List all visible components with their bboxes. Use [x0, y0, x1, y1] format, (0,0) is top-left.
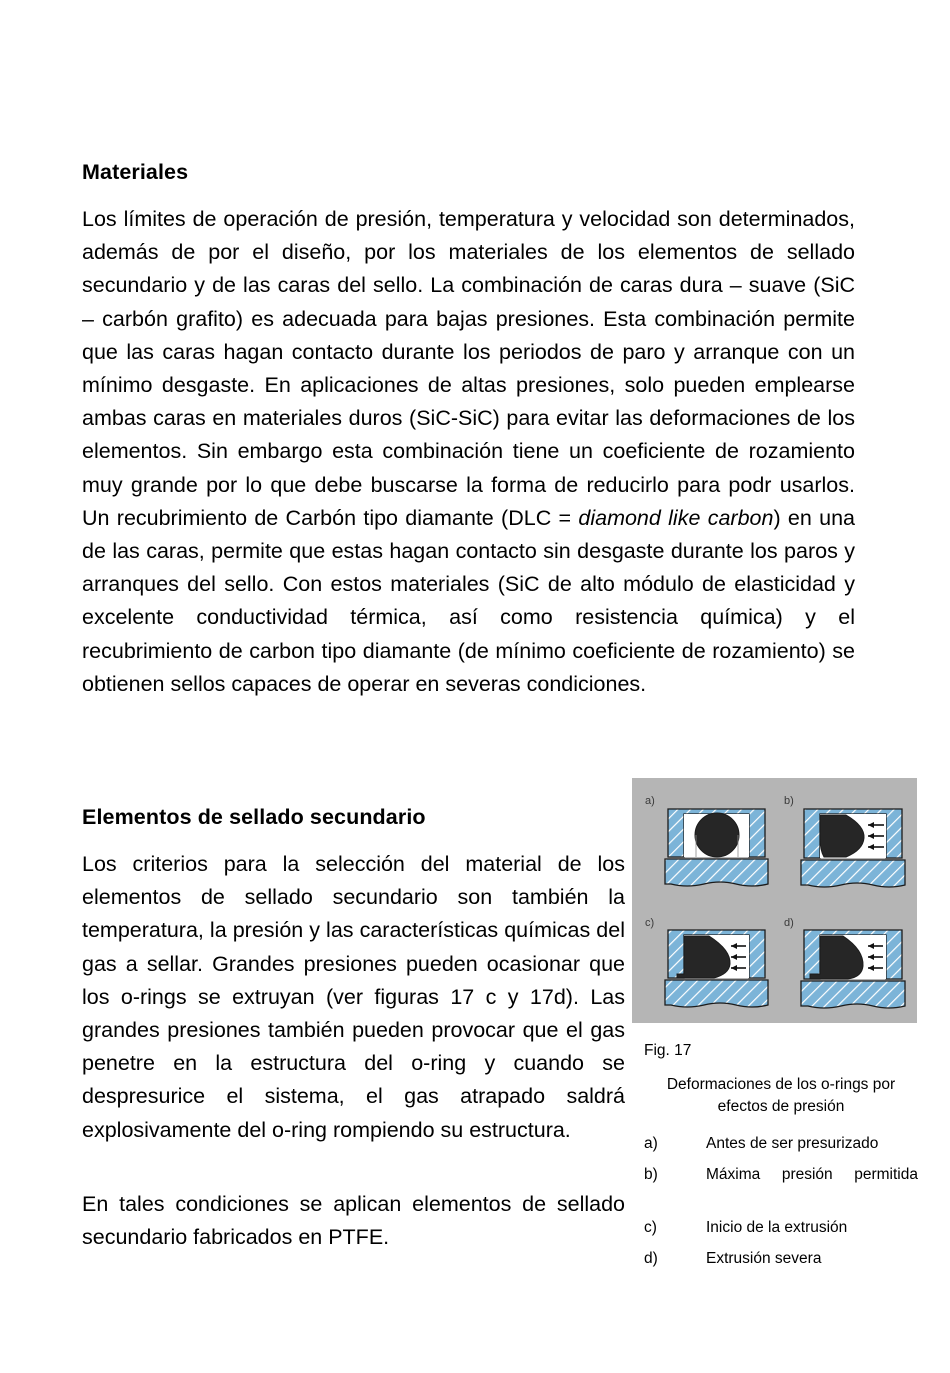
panel-a-label: a)	[645, 795, 655, 807]
panel-b-label: b)	[784, 795, 794, 807]
legend-value-b: Máxima presión permitida	[706, 1166, 918, 1183]
paragraph-materiales-part2: ) en una de las caras, permite que estas hagan contacto sin desgaste durante los paros y arranques del sello. Con estos materiales (SiC de alto módulo de elasticidad y excelente conductividad térmica, así como resistencia química) y el recubrimiento de carbon tipo diamante (de mínimo coeficiente de rozamiento) se obtienen sellos capaces de operar en severas condiciones.	[82, 505, 855, 696]
legend-key-b: b)	[644, 1166, 658, 1183]
paragraph-materiales-italic: diamond like carbon	[578, 505, 774, 530]
figure-17	[632, 778, 917, 1023]
oring-deformation-diagram	[632, 778, 917, 1023]
legend-key-d: d)	[644, 1250, 658, 1267]
legend-item-b	[644, 1164, 918, 1208]
legend-value-d: Extrusión severa	[706, 1250, 822, 1267]
panel-c-lower-housing	[665, 980, 768, 1007]
legend-key-c: c)	[644, 1219, 657, 1236]
legend-item-a	[644, 1133, 918, 1155]
legend-value-c: Inicio de la extrusión	[706, 1219, 848, 1236]
legend-item-d	[644, 1248, 918, 1270]
figure-title: Deformaciones de los o-rings por efectos de presión	[666, 1076, 896, 1115]
figure-number: Fig. 17	[644, 1042, 692, 1059]
panel-d-label: d)	[784, 917, 794, 929]
paragraph-sellado-secundario-2: En tales condiciones se aplican elementos de sellado secundario fabricados en PTFE.	[82, 1192, 625, 1250]
panel-c-label: c)	[645, 917, 655, 929]
panel-d-lower-housing	[801, 981, 905, 1008]
section-heading-elementos-sellado-secundario: Elementos de sellado secundario	[82, 805, 426, 829]
legend-key-a: a)	[644, 1135, 658, 1152]
panel-a-oring	[695, 813, 739, 857]
paragraph-sellado-secundario-1: Los criterios para la selección del material de los elementos de sellado secundario son también la temperatura, la presión y las características químicas del gas a sellar. Grandes presiones pueden ocasionar que los o-rings se extruyan (ver figuras 17 c y 17d). Las grandes presiones también pueden provocar que el gas penetre en la estructura del o-ring y cuando se despresurice el sistema, el gas atrapado saldrá explosivamente del o-ring rompiendo su estructura.	[82, 852, 625, 1142]
legend-item-c	[644, 1217, 918, 1239]
legend-value-a: Antes de ser presurizado	[706, 1135, 879, 1152]
figure-caption-block	[644, 1040, 918, 1279]
paragraph-materiales	[82, 203, 855, 701]
panel-b-lower-housing	[801, 860, 905, 887]
panel-a-lower-housing	[665, 859, 768, 886]
section-heading-materiales: Materiales	[82, 160, 189, 184]
figure-legend	[644, 1133, 918, 1270]
paragraph-materiales-part1: Los límites de operación de presión, temperatura y velocidad son determinados, además de por el diseño, por los materiales de los elementos de sellado secundario y de las caras del sello. La combinación de caras dura – suave (SiC – carbón grafito) es adecuada para bajas presiones. Esta combinación permite que las caras hagan contacto durante los periodos de paro y arranque con un mínimo desgaste. En aplicaciones de altas presiones, solo pueden emplearse ambas caras en materiales duros (SiC-SiC) para evitar las deformaciones de los elementos. Sin embargo esta combinación tiene un coeficiente de rozamiento muy grande por lo que debe buscarse la forma de reducirlo para podr usarlos. Un recubrimiento de Carbón tipo diamante (DLC =	[82, 207, 855, 530]
